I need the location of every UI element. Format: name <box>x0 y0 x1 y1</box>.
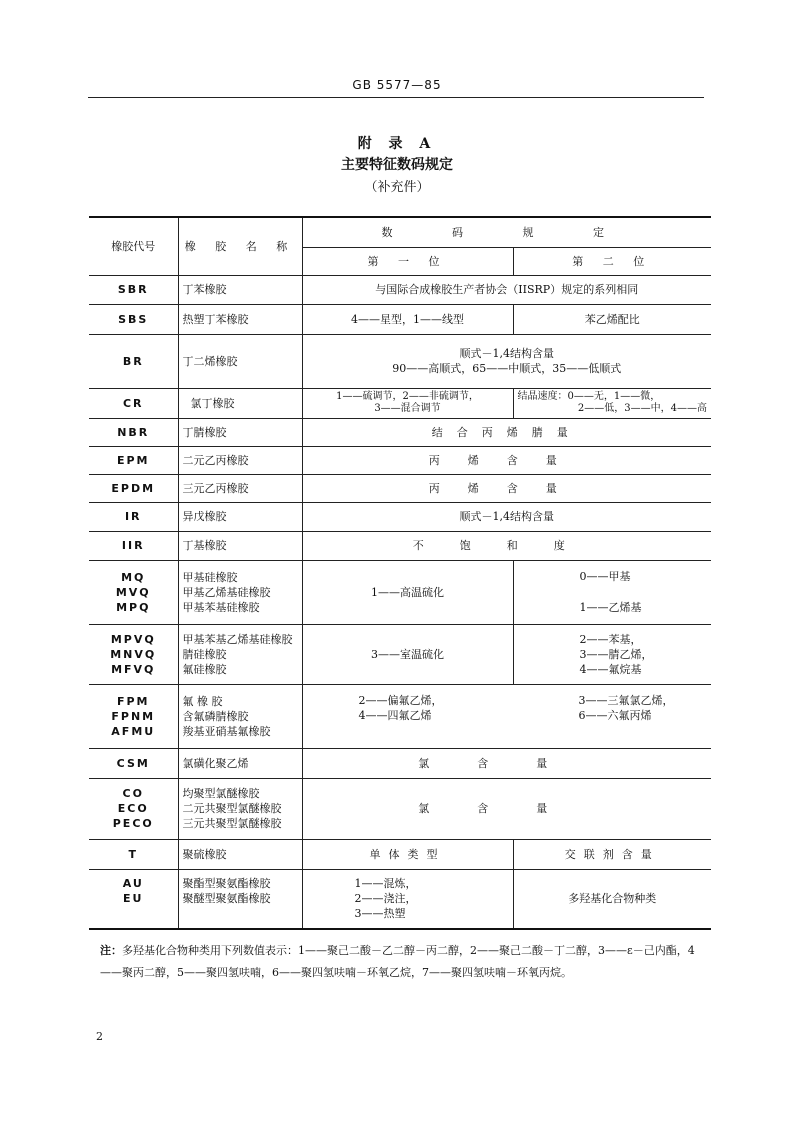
second-digit-text: 多羟基化合物种类 <box>513 869 711 929</box>
code-line: CO <box>122 787 144 800</box>
rule-line: 1——乙烯基 <box>579 601 642 614</box>
rubber-code <box>89 778 178 839</box>
name-line: 三元共聚型氯醚橡胶 <box>182 817 282 830</box>
code-line: MFVQ <box>111 662 156 676</box>
name-line: 羧基亚硝基氟橡胶 <box>182 724 271 738</box>
name-line: 腈硅橡胶 <box>182 647 227 661</box>
table-row <box>89 446 711 474</box>
rubber-code: IIR <box>89 531 178 560</box>
rule-line: 4——氟烷基 <box>579 662 642 676</box>
second-digit-text: 苯乙烯配比 <box>513 304 711 334</box>
code-line: MQ <box>121 570 146 584</box>
rubber-name: 丁苯橡胶 <box>178 275 302 304</box>
table-row <box>89 560 711 624</box>
table-row <box>89 275 711 304</box>
name-line: 聚醚型聚氨酯橡胶 <box>182 891 271 905</box>
standard-number: GB 5577—85 <box>352 78 442 92</box>
code-line: AFMU <box>111 724 156 738</box>
code-line: EU <box>123 891 144 905</box>
rule-text: 不饱和度 <box>302 531 711 560</box>
header-first-digit: 第 一 位 <box>302 247 513 275</box>
rule-line: 1——混炼， <box>354 877 417 891</box>
main-title: 主要特征数码规定 <box>341 157 453 173</box>
name-line: 聚酯型聚氨酯橡胶 <box>182 876 271 890</box>
second-digit-text <box>513 388 711 418</box>
rubber-name: 氯丁橡胶 <box>178 388 302 418</box>
rubber-name <box>178 778 302 839</box>
rule-line: 3——三氟氯乙烯， <box>578 693 674 707</box>
first-digit-text: 1——高温硫化 <box>302 560 513 624</box>
note-label: 注： <box>100 944 122 957</box>
code-line: AU <box>122 876 144 890</box>
name-line: 甲基苯基乙烯基硅橡胶 <box>182 632 293 646</box>
table-row <box>89 531 711 560</box>
rule-text: 氯含量 <box>302 748 711 778</box>
table-row <box>89 748 711 778</box>
rule-line: 顺式－1,4结构含量 <box>459 347 554 360</box>
first-digit-text: 单体类型 <box>302 839 513 869</box>
rubber-name: 热塑丁苯橡胶 <box>178 304 302 334</box>
rubber-code: CR <box>89 388 178 418</box>
first-digit-text <box>302 388 513 418</box>
table-row <box>89 778 711 839</box>
rubber-name: 三元乙丙橡胶 <box>178 474 302 502</box>
rule-text: 与国际合成橡胶生产者协会（IISRP）规定的系列相同 <box>302 275 711 304</box>
table-row <box>89 388 711 418</box>
rubber-code: NBR <box>89 418 178 446</box>
code-line: FPM <box>116 694 150 708</box>
rule-line: 4——四氟乙烯 <box>358 708 432 722</box>
note-text: 多羟基化合物种类用下列数值表示：1——聚己二酸－乙二醇－丙二醇，2——聚己二酸－丁二醇，3——ε－己内酯，4——聚丙二醇，5——聚四氢呋喃，6——聚四氢呋喃－环氧乙烷，7——聚四氢呋喃－环氧丙烷。 <box>100 944 695 979</box>
table-row <box>89 624 711 684</box>
name-line: 氟 橡 胶 <box>182 694 223 708</box>
name-line: 二元共聚型氯醚橡胶 <box>182 802 282 815</box>
second-digit-text <box>513 560 711 624</box>
rubber-code: BR <box>89 334 178 388</box>
appendix-title: 附 录 A <box>357 136 437 152</box>
rubber-code <box>89 624 178 684</box>
rule-line: 3——热塑 <box>354 907 406 921</box>
page-number: 2 <box>96 1030 103 1043</box>
rule-line: 6——六氟丙烯 <box>578 708 652 722</box>
table-row <box>89 869 711 929</box>
rubber-code: SBS <box>89 304 178 334</box>
rubber-code: T <box>89 839 178 869</box>
rubber-name: 二元乙丙橡胶 <box>178 446 302 474</box>
name-line: 甲基乙烯基硅橡胶 <box>182 585 271 599</box>
header-code: 橡胶代号 <box>89 217 178 275</box>
rule-text: 丙烯含量 <box>302 446 711 474</box>
table-row <box>89 684 711 748</box>
rubber-name <box>178 869 302 929</box>
table-row <box>89 839 711 869</box>
rubber-name <box>178 560 302 624</box>
name-line: 甲基苯基硅橡胶 <box>182 600 260 614</box>
rubber-name <box>178 624 302 684</box>
code-line: MPQ <box>116 600 151 614</box>
rule-line: 0——甲基 <box>579 570 631 583</box>
table-row <box>89 502 711 531</box>
first-digit-text: 3——室温硫化 <box>302 624 513 684</box>
rule-line: 3——腈乙烯， <box>579 647 653 661</box>
name-line: 含氟磷腈橡胶 <box>182 709 249 723</box>
feature-code-table <box>89 216 711 930</box>
rule-text: 氯含量 <box>302 778 711 839</box>
name-line: 氟硅橡胶 <box>182 662 227 676</box>
rubber-code <box>89 869 178 929</box>
second-digit-text: 交联剂含量 <box>513 839 711 869</box>
rubber-code: EPDM <box>89 474 178 502</box>
rule-line: 90——高顺式，65——中顺式，35——低顺式 <box>392 362 622 375</box>
rubber-code: IR <box>89 502 178 531</box>
code-line: MVQ <box>115 585 151 599</box>
rule-line: 1——硫调节，2——非硫调节， <box>336 391 479 402</box>
header-rule: 数 码 规 定 <box>302 217 711 247</box>
name-line: 均聚型氯醚橡胶 <box>182 787 260 800</box>
rule-line: 3——混合调节 <box>374 403 441 414</box>
rubber-code <box>89 560 178 624</box>
code-line: MPVQ <box>110 632 156 646</box>
rule-line: 结晶速度：0——无，1——微， <box>517 391 661 402</box>
rule-text: 丙烯含量 <box>302 474 711 502</box>
table-note <box>100 940 712 984</box>
rubber-code <box>89 684 178 748</box>
table-row <box>89 474 711 502</box>
rule-text: 顺式－1,4结构含量 <box>302 502 711 531</box>
code-line: PECO <box>112 817 154 830</box>
rule-line: 2——低，3——中，4——高 <box>577 403 707 414</box>
code-line: FPNM <box>111 709 156 723</box>
header-name: 橡 胶 名 称 <box>178 217 302 275</box>
rubber-code: EPM <box>89 446 178 474</box>
rubber-code: SBR <box>89 275 178 304</box>
rubber-name: 丁二烯橡胶 <box>178 334 302 388</box>
second-digit-text <box>513 624 711 684</box>
rule-line: 2——苯基， <box>579 632 642 646</box>
first-digit-text <box>302 869 513 929</box>
rubber-name <box>178 684 302 748</box>
code-line: ECO <box>117 802 149 815</box>
rubber-code: CSM <box>89 748 178 778</box>
rubber-name: 丁基橡胶 <box>178 531 302 560</box>
name-line: 甲基硅橡胶 <box>182 570 238 584</box>
rubber-name: 丁腈橡胶 <box>178 418 302 446</box>
header-second-digit: 第 二 位 <box>513 247 711 275</box>
subtitle: （补充件） <box>364 180 430 195</box>
rule-text <box>302 334 711 388</box>
table-row <box>89 304 711 334</box>
table-row <box>89 418 711 446</box>
table-row <box>89 334 711 388</box>
code-line: MNVQ <box>110 647 157 661</box>
first-digit-text: 4——星型，1——线型 <box>302 304 513 334</box>
rubber-name: 氯磺化聚乙烯 <box>178 748 302 778</box>
rule-line: 2——浇注， <box>354 892 417 906</box>
rubber-name: 异戊橡胶 <box>178 502 302 531</box>
rubber-name: 聚硫橡胶 <box>178 839 302 869</box>
rule-text <box>302 684 711 748</box>
rule-line: 2——偏氟乙烯， <box>358 693 443 707</box>
header-rule <box>88 97 704 98</box>
rule-text: 结合丙烯腈量 <box>302 418 711 446</box>
